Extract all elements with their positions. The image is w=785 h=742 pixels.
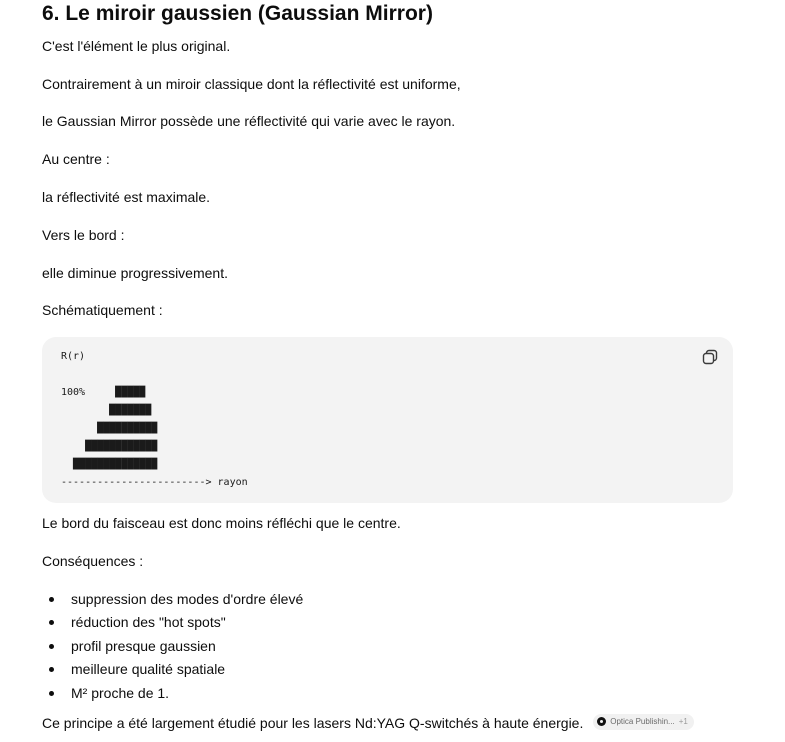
list-item: réduction des "hot spots" [42, 611, 303, 634]
consequences-list [42, 588, 303, 705]
code-content: R(r) 100% █████ ███████ ██████████ ████████████ ██████████████ ------------------------> rayon [61, 351, 248, 488]
paragraph: Schématiquement : [42, 302, 163, 318]
source-citation-chip[interactable] [593, 714, 694, 730]
source-logo-icon [597, 717, 606, 726]
closing-paragraph [42, 713, 694, 733]
section-title: 6. Le miroir gaussien (Gaussian Mirror) [42, 2, 433, 25]
paragraph: Vers le bord : [42, 227, 125, 243]
paragraph: C'est l'élément le plus original. [42, 38, 231, 54]
list-item: meilleure qualité spatiale [42, 658, 303, 681]
paragraph: Le bord du faisceau est donc moins réfléchi que le centre. [42, 515, 401, 531]
list-item: profil presque gaussien [42, 635, 303, 658]
source-label: Optica Publishin... [610, 716, 675, 726]
paragraph: Au centre : [42, 151, 110, 167]
paragraph: Conséquences : [42, 553, 144, 569]
code-block [42, 337, 733, 503]
paragraph: la réflectivité est maximale. [42, 189, 211, 205]
closing-text: Ce principe a été largement étudié pour les lasers Nd:YAG Q-switchés à haute énergie. [42, 715, 584, 731]
list-item: M² proche de 1. [42, 682, 303, 705]
paragraph: elle diminue progressivement. [42, 265, 228, 281]
paragraph: Contrairement à un miroir classique dont la réflectivité est uniforme, [42, 76, 461, 92]
paragraph: le Gaussian Mirror possède une réflectivité qui varie avec le rayon. [42, 113, 456, 129]
copy-icon[interactable] [701, 348, 719, 366]
list-item: suppression des modes d'ordre élevé [42, 588, 303, 611]
source-more-count: +1 [678, 716, 688, 726]
